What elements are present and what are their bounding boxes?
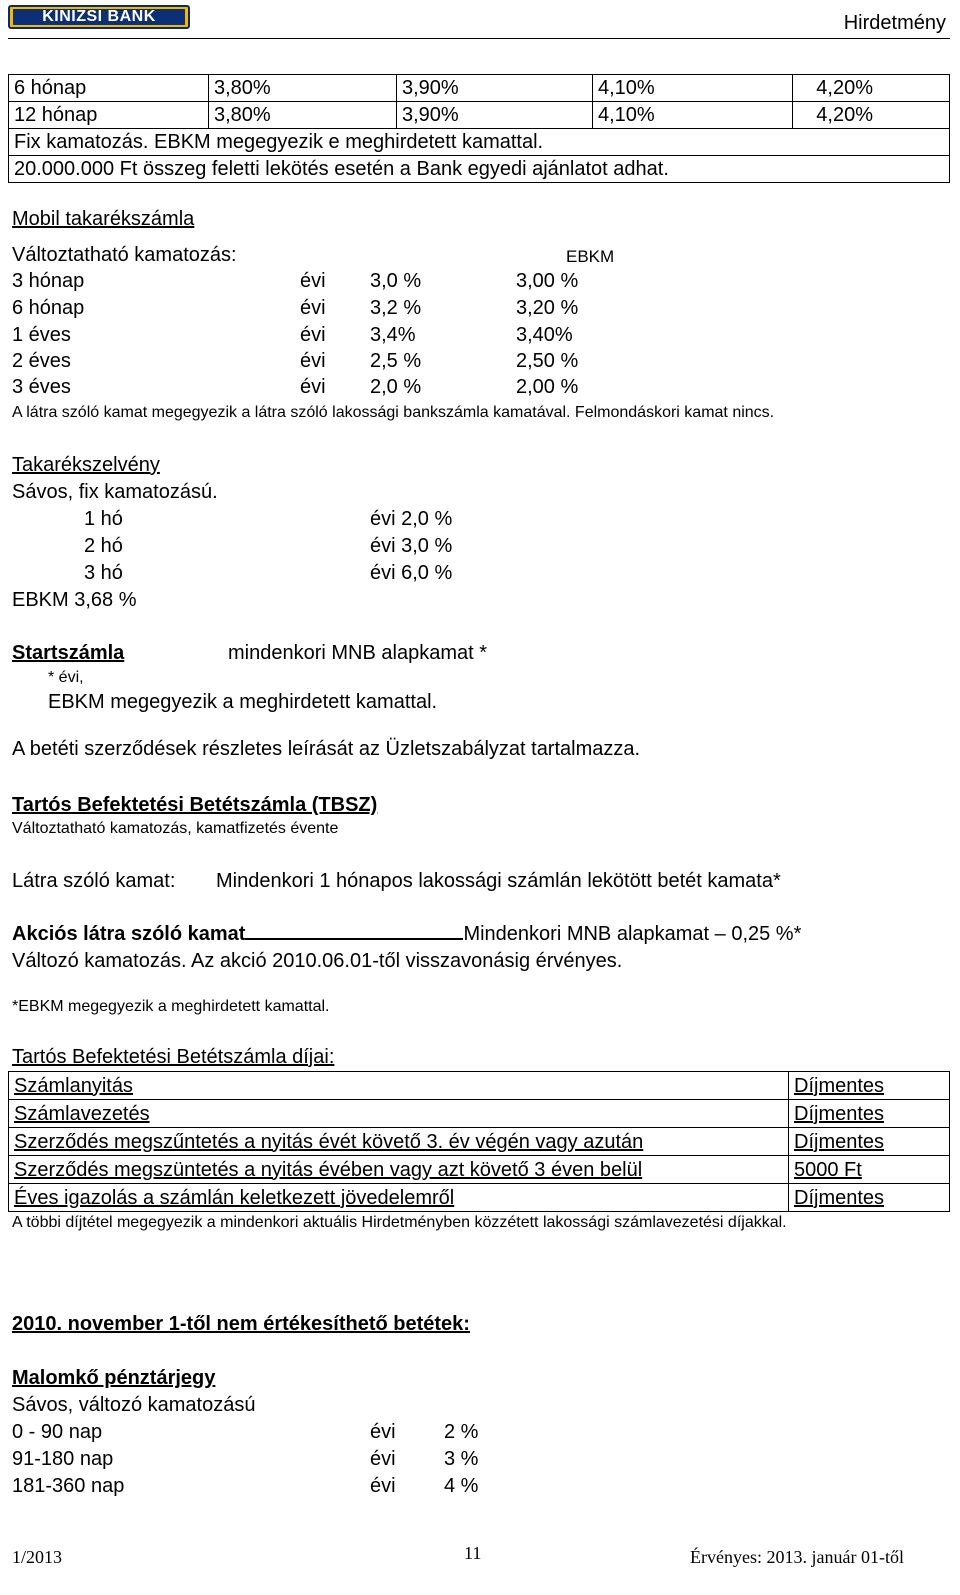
deposit-rates-table bbox=[8, 74, 950, 183]
mobil-term: 3 éves bbox=[12, 376, 71, 398]
table-row bbox=[9, 129, 950, 156]
fill-line bbox=[245, 926, 463, 940]
startszamla-value: mindenkori MNB alapkamat * bbox=[228, 642, 487, 664]
tbsz-akcios-row bbox=[12, 923, 801, 946]
mobil-term: 3 hónap bbox=[12, 270, 85, 292]
table-note: 20.000.000 Ft összeg feletti lekötés esetén a Bank egyedi ajánlatot adhat. bbox=[9, 156, 950, 183]
fee-item: Számlavezetés bbox=[9, 1100, 789, 1128]
table-cell: 3,90% bbox=[397, 102, 593, 129]
fees-table bbox=[8, 1071, 950, 1212]
fee-item: Éves igazolás a számlán keletkezett jövedelemről bbox=[9, 1184, 789, 1212]
mobil-evi: évi bbox=[300, 270, 326, 292]
malomko-evi: évi bbox=[370, 1421, 396, 1443]
takarekszelveny-ebkm: EBKM 3,68 % bbox=[12, 589, 137, 611]
table-row bbox=[9, 1100, 950, 1128]
mobil-ebkm: 3,00 % bbox=[516, 270, 579, 292]
takarekszelveny-term: 3 hó bbox=[84, 562, 123, 584]
mobil-title: Mobil takarékszámla bbox=[12, 208, 195, 230]
page-number: 11 bbox=[464, 1543, 482, 1563]
table-cell: 3,80% bbox=[209, 75, 397, 102]
discontinued-title: 2010. november 1-től nem értékesíthető betétek: bbox=[12, 1313, 470, 1335]
fee-value: Díjmentes bbox=[789, 1100, 950, 1128]
table-cell: 4,10% bbox=[593, 102, 793, 129]
table-cell: 12 hónap bbox=[9, 102, 209, 129]
mobil-rate: 2,5 % bbox=[370, 350, 422, 372]
takarekszelveny-rate: évi 6,0 % bbox=[370, 562, 453, 584]
table-note: Fix kamatozás. EBKM megegyezik e meghirdetett kamattal. bbox=[9, 129, 950, 156]
malomko-title: Malomkő pénztárjegy bbox=[12, 1367, 216, 1389]
table-cell: 4,20% bbox=[793, 102, 950, 129]
malomko-subtitle: Sávos, változó kamatozású bbox=[12, 1394, 256, 1416]
startszamla-title: Startszámla bbox=[12, 642, 125, 664]
tbsz-latra-value: Mindenkori 1 hónapos lakossági számlán lekötött betét kamata* bbox=[216, 870, 781, 892]
table-row bbox=[9, 1128, 950, 1156]
tbsz-subtitle: Változtatható kamatozás, kamatfizetés évente bbox=[12, 820, 339, 837]
header-divider bbox=[8, 38, 950, 39]
fee-value: 5000 Ft bbox=[789, 1156, 950, 1184]
malomko-evi: évi bbox=[370, 1475, 396, 1497]
malomko-rate: 4 % bbox=[444, 1475, 479, 1497]
table-row bbox=[9, 1072, 950, 1100]
table-row bbox=[9, 1156, 950, 1184]
takarekszelveny-term: 2 hó bbox=[84, 535, 123, 557]
fee-value: Díjmentes bbox=[789, 1128, 950, 1156]
table-cell: 3,90% bbox=[397, 75, 593, 102]
table-row bbox=[9, 102, 950, 129]
contract-note: A betéti szerződések részletes leírását az Üzletszabályzat tartalmazza. bbox=[12, 738, 641, 760]
mobil-ebkm: 3,20 % bbox=[516, 297, 579, 319]
table-row bbox=[9, 1184, 950, 1212]
takarekszelveny-rate: évi 2,0 % bbox=[370, 508, 453, 530]
mobil-evi: évi bbox=[300, 376, 326, 398]
mobil-rate: 3,4% bbox=[370, 324, 416, 346]
mobil-evi: évi bbox=[300, 350, 326, 372]
startszamla-ebkm-note: EBKM megegyezik a meghirdetett kamattal. bbox=[48, 691, 438, 713]
tbsz-akcios-note: Változó kamatozás. Az akció 2010.06.01-től visszavonásig érvényes. bbox=[12, 950, 623, 972]
table-row bbox=[9, 156, 950, 183]
mobil-ebkm: 2,00 % bbox=[516, 376, 579, 398]
mobil-ebkm: 3,40% bbox=[516, 324, 573, 346]
mobil-evi: évi bbox=[300, 297, 326, 319]
takarekszelveny-title: Takarékszelvény bbox=[12, 454, 160, 476]
malomko-term: 0 - 90 nap bbox=[12, 1421, 103, 1443]
malomko-rate: 3 % bbox=[444, 1448, 479, 1470]
fee-value: Díjmentes bbox=[789, 1184, 950, 1212]
tbsz-akcios-label: Akciós látra szóló kamat bbox=[12, 923, 246, 945]
mobil-rate: 3,2 % bbox=[370, 297, 422, 319]
takarekszelveny-subtitle: Sávos, fix kamatozású. bbox=[12, 481, 218, 503]
mobil-ebkm: 2,50 % bbox=[516, 350, 579, 372]
mobil-term: 6 hónap bbox=[12, 297, 85, 319]
table-cell: 4,10% bbox=[593, 75, 793, 102]
footer-issue: 1/2013 bbox=[12, 1547, 63, 1567]
tbsz-ebkm-note: *EBKM megegyezik a meghirdetett kamattal. bbox=[12, 998, 330, 1015]
fees-note: A többi díjtétel megegyezik a mindenkori aktuális Hirdetményben közzétett lakossági számlavezetési díjakkal. bbox=[12, 1214, 787, 1231]
fee-item: Szerződés megszűntetés a nyitás évét követő 3. év végén vagy azután bbox=[9, 1128, 789, 1156]
mobil-term: 1 éves bbox=[12, 324, 71, 346]
fee-item: Számlanyitás bbox=[9, 1072, 789, 1100]
mobil-evi: évi bbox=[300, 324, 326, 346]
page-title: Hirdetmény bbox=[843, 12, 946, 34]
logo-text: KINIZSI BANK bbox=[13, 9, 185, 25]
mobil-term: 2 éves bbox=[12, 350, 71, 372]
table-cell: 3,80% bbox=[209, 102, 397, 129]
table-cell: 4,20% bbox=[793, 75, 950, 102]
malomko-evi: évi bbox=[370, 1448, 396, 1470]
tbsz-latra-label: Látra szóló kamat: bbox=[12, 870, 176, 892]
tbsz-akcios-value: Mindenkori MNB alapkamat – 0,25 %* bbox=[463, 923, 802, 945]
mobil-note: A látra szóló kamat megegyezik a látra szóló lakossági bankszámla kamatával. Felmondáskori kamat nincs. bbox=[12, 404, 775, 421]
footer-validity: Érvényes: 2013. január 01-től bbox=[690, 1547, 904, 1567]
fee-item: Szerződés megszüntetés a nyitás évében vagy azt követő 3 éven belül bbox=[9, 1156, 789, 1184]
malomko-term: 181-360 nap bbox=[12, 1475, 125, 1497]
mobil-rate: 3,0 % bbox=[370, 270, 422, 292]
takarekszelveny-term: 1 hó bbox=[84, 508, 123, 530]
bank-logo bbox=[8, 5, 190, 29]
table-row bbox=[9, 75, 950, 102]
malomko-rate: 2 % bbox=[444, 1421, 479, 1443]
table-cell: 6 hónap bbox=[9, 75, 209, 102]
mobil-subtitle: Változtatható kamatozás: bbox=[12, 244, 237, 266]
fees-title: Tartós Befektetési Betétszámla díjai: bbox=[12, 1046, 335, 1068]
ebkm-column-label: EBKM bbox=[566, 247, 615, 266]
tbsz-title: Tartós Befektetési Betétszámla (TBSZ) bbox=[12, 794, 378, 816]
takarekszelveny-rate: évi 3,0 % bbox=[370, 535, 453, 557]
startszamla-note: * évi, bbox=[48, 669, 84, 686]
fee-value: Díjmentes bbox=[789, 1072, 950, 1100]
malomko-term: 91-180 nap bbox=[12, 1448, 114, 1470]
mobil-rate: 2,0 % bbox=[370, 376, 422, 398]
